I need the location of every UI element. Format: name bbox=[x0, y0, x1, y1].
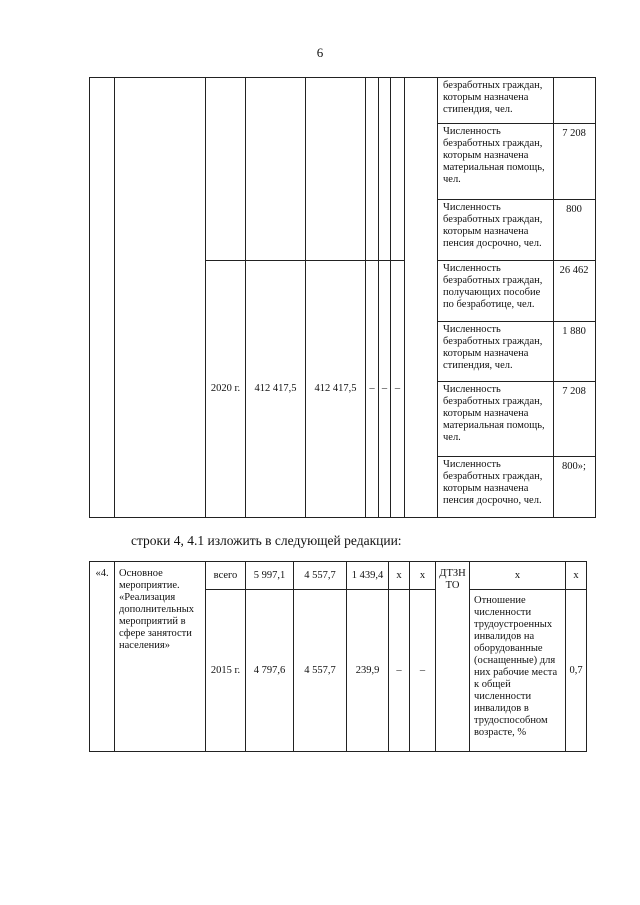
indicator-text: безработных граждан, которым назначена стипендия, чел. bbox=[438, 78, 554, 124]
col5-cell: – bbox=[379, 261, 391, 518]
total-value: х bbox=[566, 562, 587, 590]
program-table-continued bbox=[89, 77, 596, 518]
total-cell: 412 417,5 bbox=[246, 261, 306, 518]
year-cell: 2020 г. bbox=[206, 261, 246, 518]
indicator-value: 26 462 bbox=[554, 261, 596, 322]
indicator-value: 1 880 bbox=[554, 322, 596, 382]
total-indicator: х bbox=[470, 562, 566, 590]
total-label: всего bbox=[206, 562, 246, 590]
year-2015: 2015 г. bbox=[206, 590, 246, 752]
col4-cell: – bbox=[366, 261, 379, 518]
row-number: «4. bbox=[90, 562, 115, 752]
indicator-value bbox=[554, 78, 596, 124]
col5-2015: – bbox=[389, 590, 410, 752]
indicator-text: Численность безработных граждан, которым назначена материальная помощь, чел. bbox=[438, 124, 554, 200]
indicator-text: Численность безработных граждан, которым назначена пенсия досрочно, чел. bbox=[438, 200, 554, 261]
program-table-new-rows bbox=[89, 561, 587, 752]
sum-2015: 4 797,6 bbox=[246, 590, 294, 752]
regional-2015: 239,9 bbox=[347, 590, 389, 752]
indicator-value: 7 208 bbox=[554, 124, 596, 200]
federal-2015: 4 557,7 bbox=[294, 590, 347, 752]
total-regional: 1 439,4 bbox=[347, 562, 389, 590]
year-cell-prev bbox=[206, 78, 246, 261]
indicator-text: Численность безработных граждан, которым назначена стипендия, чел. bbox=[438, 322, 554, 382]
measure-name: Основное мероприятие. «Реализация дополнительных мероприятий в сфере занятости населения» bbox=[115, 562, 206, 752]
indicator-value: 7 208 bbox=[554, 382, 596, 457]
value-2015: 0,7 bbox=[566, 590, 587, 752]
executor: ДТЗН ТО bbox=[436, 562, 470, 752]
total-cell-prev bbox=[246, 78, 306, 261]
indicator-text: Численность безработных граждан, которым назначена материальная помощь, чел. bbox=[438, 382, 554, 457]
indicator-text: Численность безработных граждан, которым назначена пенсия досрочно, чел. bbox=[438, 457, 554, 518]
federal-cell: 412 417,5 bbox=[306, 261, 366, 518]
col5-cell-prev bbox=[379, 78, 391, 261]
total-col5: х bbox=[389, 562, 410, 590]
indicator-value: 800»; bbox=[554, 457, 596, 518]
total-sum: 5 997,1 bbox=[246, 562, 294, 590]
col6-cell: – bbox=[391, 261, 405, 518]
instruction-paragraph: строки 4, 4.1 изложить в следующей редакции: bbox=[131, 533, 402, 548]
indicator-text: Численность безработных граждан, получающих пособие по безработице, чел. bbox=[438, 261, 554, 322]
page-number: 6 bbox=[316, 45, 324, 60]
indicator-value: 800 bbox=[554, 200, 596, 261]
indicator-2015: Отношение численности трудоустроенных инвалидов на оборудованные (оснащенные) для них рабочие места к общей численности инвалидов в трудоспособном возрасте, % bbox=[470, 590, 566, 752]
federal-cell-prev bbox=[306, 78, 366, 261]
total-col6: х bbox=[410, 562, 436, 590]
col6-2015: – bbox=[410, 590, 436, 752]
number-cell bbox=[90, 78, 115, 518]
executor-cell bbox=[405, 78, 438, 518]
col4-cell-prev bbox=[366, 78, 379, 261]
name-cell bbox=[115, 78, 206, 518]
total-federal: 4 557,7 bbox=[294, 562, 347, 590]
col6-cell-prev bbox=[391, 78, 405, 261]
